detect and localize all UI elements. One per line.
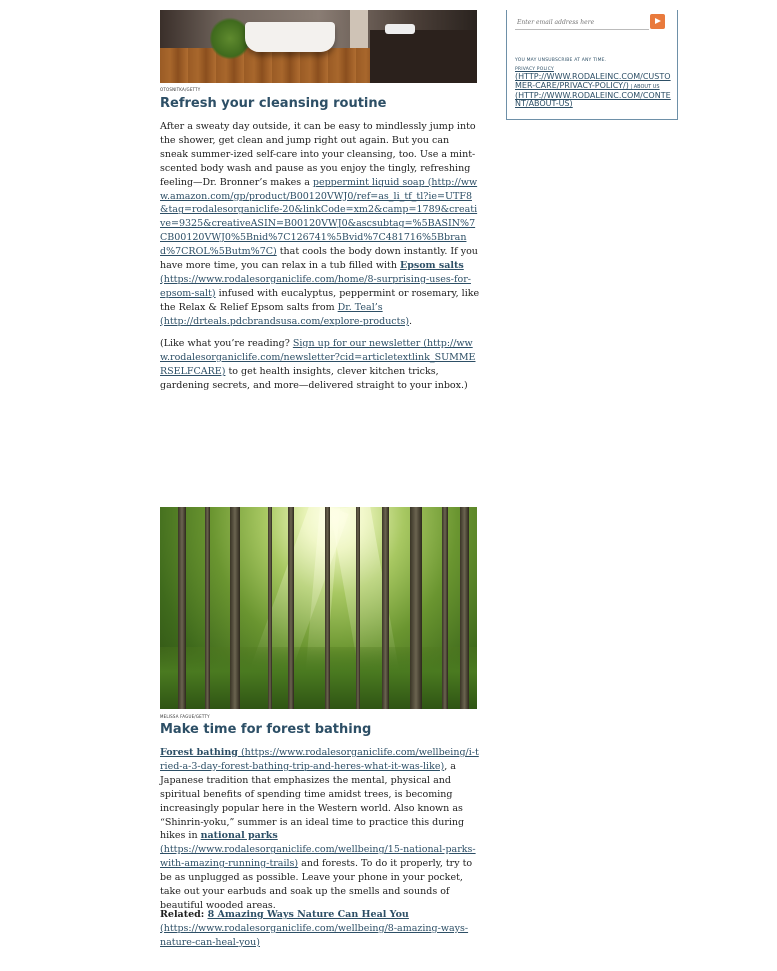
unsubscribe-note: YOU MAY UNSUBSCRIBE AT ANY TIME. [515,58,607,63]
forest-bathing-link[interactable]: Forest bathing (https://www.rodalesorganiclife.com/wellbeing/i-tried-a-3-day-forest-bathing-trip-and-heres-what-it-was-like) [160,747,479,772]
photo-credit: OTOSNITKA/GETTY [160,87,201,92]
privacy-policy-url-block [515,73,675,109]
submit-arrow-button[interactable] [650,14,665,29]
dr-teals-link[interactable]: Dr. Teal’s (http://drteals.pdcbrandsusa.com/explore-products) [160,301,410,327]
related-article-link[interactable]: 8 Amazing Ways Nature Can Heal You (https://www.rodalesorganiclife.com/wellbeing/8-amazing-ways-nature-can-heal-you) [160,909,469,948]
privacy-policy-link[interactable]: PRIVACY POLICY [515,67,554,72]
email-input[interactable] [515,16,649,30]
about-us-link[interactable]: ABOUT US [633,83,660,90]
related-paragraph: Related: 8 Amazing Ways Nature Can Heal You (https://www.rodalesorganiclife.com/wellbeing/8-amazing-ways-nature-can-heal-you) [160,909,469,948]
peppermint-soap-link[interactable]: peppermint liquid soap (http://www.amazon.com/gp/product/B00120VWJ0/ref=as_li_tf_tl?ie=UTF8&tag=rodalesorganiclife-20&linkCode=xm2&camp=1789&creative=9325&creativeASIN=B00120VWJ0&ascsubtag=%5BASIN%7CB00120VWJ0%5Bnid%7C126741%5Bvid%7C481716%5Bbrand%7CROL%5Butm%7C) [160,176,478,258]
newsletter-signup-box [506,10,678,120]
bathroom-photo [160,10,477,83]
article-paragraph: (Like what you’re reading? Sign up for our newsletter (http://www.rodalesorganiclife.com/newsletter?cid=articletextlink_SUMMERSELFCARE) to get health insights, clever kitchen tricks, gardening secrets, and more—delivered straight to your inbox.) [160,338,476,391]
article-paragraph: Forest bathing (https://www.rodalesorganiclife.com/wellbeing/i-tried-a-3-day-forest-bathing-trip-and-heres-what-it-was-like), a Japanese tradition that emphasizes the mental, physical and spiritual benefits of spending time amidst trees, is becoming increasingly popular here in the Western world. Also known as “Shinrin-yoku,” summer is an ideal time to practice this during hikes in national parks (https://www.rodalesorganiclife.com/wellbeing/15-national-parks-with-amazing-running-trails) and forests. To do it properly, try to be as unplugged as possible. Leave your phone in your pocket, take out your earbuds and soak up the smells and sounds of beautiful wooded areas. [160,747,479,911]
section-heading: Refresh your cleansing routine [160,96,387,111]
photo-credit: MELISSA FAGUE/GETTY [160,714,210,719]
newsletter-signup-link[interactable]: Sign up for our newsletter (http://www.rodalesorganiclife.com/newsletter?cid=articletextlink_SUMMERSELFCARE) [160,338,476,377]
section-heading: Make time for forest bathing [160,722,372,737]
article-paragraph: After a sweaty day outside, it can be easy to mindlessly jump into the shower, get clean and jump right out again. But you can sneak summer-ized self-care into your cleansing, too. Use a mint-scented body wash and pause as you enjoy the tingly, refreshing feeling—Dr. Bronner’s makes a peppermint liquid soap (http://www.amazon.com/gp/product/B00120VWJ0/ref=as_li_tf_tl?ie=UTF8&tag=rodalesorganiclife-20&linkCode=xm2&camp=1789&creative=9325&creativeASIN=B00120VWJ0&ascsubtag=%5BASIN%7CB00120VWJ0%5Bnid%7C126741%5Bvid%7C481716%5Bbrand%7CROL%5Butm%7C) that cools the body down instantly. If you have more time, you can relax in a tub filled with Epsom salts (https://www.rodalesorganiclife.com/home/8-surprising-uses-for-epsom-salt) infused with eucalyptus, peppermint or rosemary, like the Relax & Relief Epsom salts from Dr. Teal’s (http://drteals.pdcbrandsusa.com/explore-products). [160,121,480,327]
about-us-url[interactable]: (HTTP://WWW.RODALEINC.COM/CONTENT/ABOUT-US) [515,90,671,109]
forest-photo [160,507,477,709]
link-separator: | [628,83,634,90]
epsom-salts-link[interactable]: Epsom salts (https://www.rodalesorganiclife.com/home/8-surprising-uses-for-epsom-salt) [160,260,471,299]
national-parks-link[interactable]: national parks (https://www.rodalesorganiclife.com/wellbeing/15-national-parks-with-amazing-running-trails) [160,830,476,870]
privacy-policy-url[interactable]: (HTTP://WWW.RODALEINC.COM/CUSTOMER-CARE/PRIVACY-POLICY/) [515,72,671,90]
